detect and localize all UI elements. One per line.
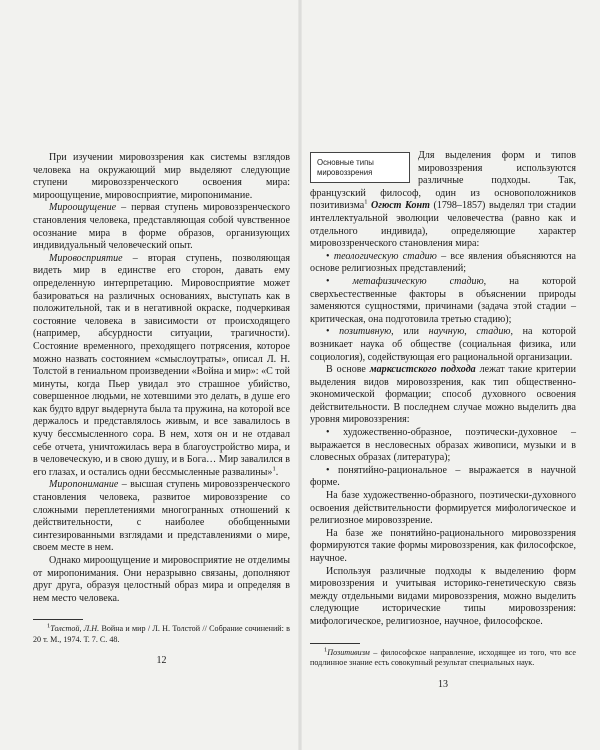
paragraph: Однако мироощущение и мировосприятие не отделимы от миропонимания. Они неразрывно связаны, дополняют друг друга, образуя целостный образ мира и определяя в нем место человека. <box>33 555 290 604</box>
paragraph: Используя различные подходы к выделению форм мировоззрения и учитывая историко-генетическую связь между отдельными видами мировоззрения, можно выделить следующие исторические типы мировоззрения: мифологическое, религиозное, научное, философское. <box>310 565 576 627</box>
paragraph: Для выделения форм и типов мировоззрения используются различные подходы. Так, французский философ, один из основоположников позитивизма$^1$ Огюст Конт (1798–1857) выделял три стадии интеллектуальной эволюции человечества (равно как и отдельного индивида), определяющие характер мировоззренческого становления мира: <box>310 150 577 250</box>
page-number: 13 <box>438 678 448 690</box>
page-number: 12 <box>156 655 167 667</box>
bullet-item: • понятийно-рациональное – выражается в научной форме. <box>310 464 576 489</box>
paragraph: В основе марксистского подхода лежат такие критерии выделения видов мировоззрения, как тип общественно-экономической формации; способ духовного освоения действительности. В последнем случае можно выделить два уровня мировоззрения: <box>310 364 576 426</box>
footnote: $^1$Позитивизм – философское направление, исходящее из того, что все подлинное знание есть совокупный результат специальных наук. <box>310 645 576 668</box>
bullet-item: • художественно-образное, поэтически-духовное – выражается в несловесных образах живописи, музыки и в словесных образах (литература); <box>310 427 576 464</box>
term-mirovospriyatie: Мировосприятие <box>49 252 123 264</box>
bullet-item: • теологическую стадию – все явления объясняются на основе религиозных представлений; <box>310 250 576 275</box>
term-miroponimanie: Миропонимание <box>49 479 119 491</box>
paragraph: Мироощущение – первая ступень мировоззренческого становления человека, представляющая собой чувственное осознание мира в форме образов, организующих индивидуальный человеческий опыт. <box>33 202 290 252</box>
footnote-ref: 1 <box>364 199 368 207</box>
paragraph: Миропонимание – высшая ступень мировоззренческого становления человека, развитое мировоззрение со сложными переплетениями многогранных отношений к действительности, с наиболее обобщенными синтезированными взглядами и представлениями о мире, своем месте в нем. <box>33 479 290 554</box>
name-comte: Огюст Конт <box>367 200 430 212</box>
term-mirooschuschenie: Мироощущение <box>49 202 117 214</box>
right-page <box>300 0 600 750</box>
footnote-ref: 1 <box>272 465 276 473</box>
paragraph: На базе художественно-образного, поэтически-духовного освоения действительности формируется мифологическое и религиозное мировоззрение. <box>310 490 576 527</box>
footnote-rule <box>33 619 83 620</box>
footnote-rule <box>310 643 360 644</box>
bullet-item: • метафизическую стадию, на которой сверхъестественные факторы в объяснении природы заменяются сущностями, причинами (задача этой стадии – критическая, она подготовила третью стадию); <box>310 275 576 325</box>
term-marxist: марксистского подхода <box>369 364 476 376</box>
paragraph: При изучении мировоззрения как системы взглядов человека на окружающий мир выделяют следующие ступени мировоззренческого освоения мира: мироощущение, мировосприятие, миропонимание. <box>33 152 290 201</box>
bullet-item: • позитивную, или научную, стадию, на которой возникает наука об обществе (социальная физика, или социология), содействующая его рациональной организации. <box>310 326 576 363</box>
footnote: $^1$Толстой, Л.Н. Война и мир / Л. Н. Толстой // Собрание сочинений: в 20 т. М., 1974. Т. 7. С. 48. <box>33 622 290 644</box>
paragraph: Мировосприятие – вторая ступень, позволяющая видеть мир в единстве его сторон, давать ему определенную интерпретацию. Мировосприятие может базироваться на различных основаниях, выступать как в положительной, так и в негативной окраске, подчеркивая состояние человека в зависимости от происходящего (например, абсурдности ситуации, трагичности). Состояние временного, преходящего потрясения, которое можно назвать состоянием «смыслоутраты», описал Л. Н. Толстой в гениальном произведении «Война и мир»: «С той минуты, когда Пьер увидал это страшное убийство, совершенное людьми, не хотевшими это делать, в душе его как будто вдруг выдернута была та пружина, на которой все держалось и представлялось живым, и все завалилось в кучу бессмысленного сора. В нем, хотя он и не отдавал себе отчета, уничтожилась вера в благоустройство мира, и в человеческую, и в свою душу, и в Бога… Мир завалился в его глазах, и остались одни бессмысленные развалины»$^1$. <box>33 252 290 478</box>
margin-note-box: Основные типы мировоззрения <box>310 152 410 183</box>
paragraph: На базе же понятийно-рационального мировоззрения формируются такие формы мировоззрения, как философское, научное. <box>310 527 576 564</box>
